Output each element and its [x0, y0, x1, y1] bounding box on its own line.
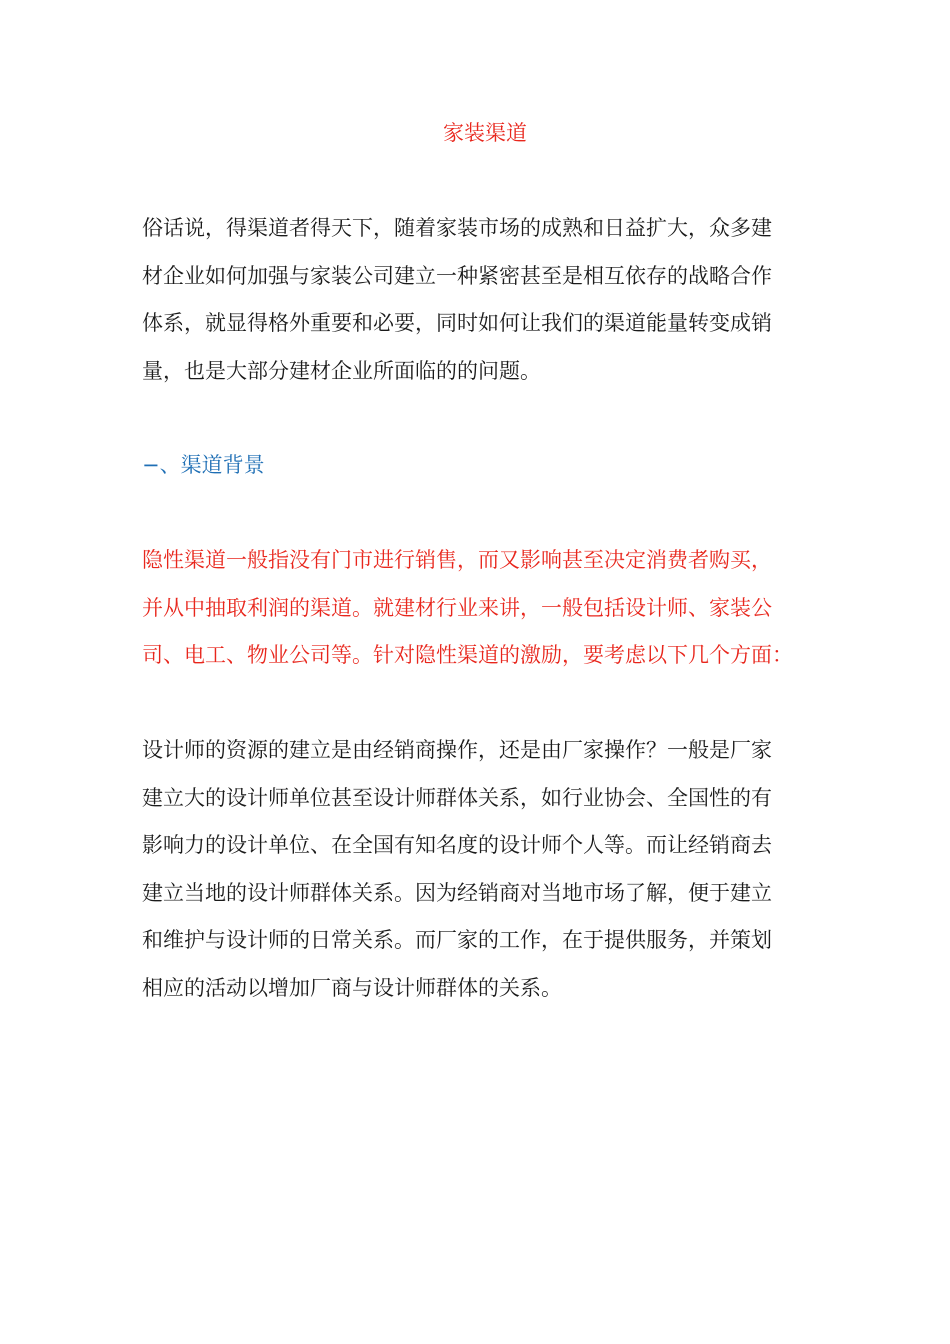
intro-line: 材企业如何加强与家装公司建立一种紧密甚至是相互依存的战略合作 [142, 263, 772, 288]
intro-line: 俗话说，得渠道者得天下，随着家装市场的成熟和日益扩大，众多建 [142, 216, 772, 240]
intro-paragraph [142, 205, 832, 395]
designer-line: 设计师的资源的建立是由经销商操作，还是由厂家操作？一般是厂家 [142, 738, 772, 762]
highlight-line: 隐性渠道一般指没有门市进行销售，而又影响甚至决定消费者购买， [142, 548, 772, 572]
intro-line: 体系，就显得格外重要和必要，同时如何让我们的渠道能量转变成销 [142, 311, 772, 335]
highlight-line: 并从中抽取利润的渠道。就建材行业来讲，一般包括设计师、家装公 [142, 595, 772, 620]
designer-paragraph [142, 727, 832, 1012]
highlight-line: 司、电工、物业公司等。针对隐性渠道的激励，要考虑以下几个方面： [142, 643, 793, 667]
section-heading: −、渠道背景 [142, 453, 265, 477]
designer-line: 相应的活动以增加厂商与设计师群体的关系。 [142, 975, 562, 1000]
designer-line: 建立当地的设计师群体关系。因为经销商对当地市场了解，便于建立 [142, 880, 772, 905]
intro-line: 量，也是大部分建材企业所面临的的问题。 [142, 358, 541, 383]
highlight-paragraph [142, 537, 832, 680]
designer-line: 建立大的设计师单位甚至设计师群体关系，如行业协会、全国性的有 [142, 785, 772, 810]
document-title: 家装渠道 [443, 121, 527, 145]
designer-line: 和维护与设计师的日常关系。而厂家的工作，在于提供服务，并策划 [142, 928, 772, 952]
designer-line: 影响力的设计单位、在全国有知名度的设计师个人等。而让经销商去 [142, 833, 772, 857]
